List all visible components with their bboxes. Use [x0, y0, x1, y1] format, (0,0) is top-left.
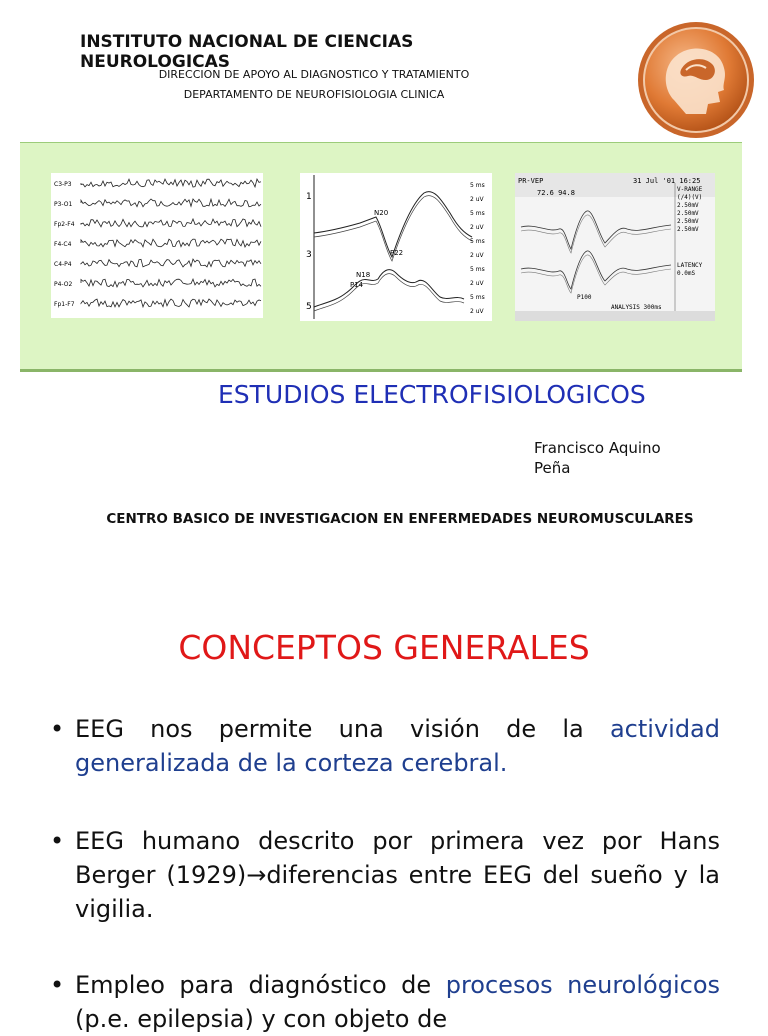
sep-scale-label: 2 uV: [470, 196, 484, 203]
sep-scale-label: 5 ms: [470, 294, 485, 301]
sep-scale-label: 2 uV: [470, 224, 484, 231]
eeg-trace: [81, 239, 261, 247]
vep-peak-label: P100: [577, 294, 592, 301]
sep-scale-label: 2 uV: [470, 280, 484, 287]
sep-scale-label: 2 uV: [470, 308, 484, 315]
institute-title: INSTITUTO NACIONAL DE CIENCIAS NEUROLOGICAS: [80, 32, 414, 72]
sep-scale-label: 5 ms: [470, 238, 485, 245]
sep-trace-number: 1: [306, 192, 312, 202]
eeg-channel-label: Fp2-F4: [54, 221, 75, 228]
vep-mode-label: PR-VEP: [518, 177, 544, 185]
vep-timestamp: 31 Jul '01 16:25: [633, 177, 701, 185]
eeg-trace: [81, 279, 261, 287]
eeg-trace: [81, 219, 261, 227]
vep-value: 72.6 94.8: [537, 189, 575, 197]
author-line: Francisco Aquino: [534, 439, 661, 457]
eeg-trace: [81, 199, 261, 207]
bullet-highlight: actividad generalizada de la corteza cerebral.: [75, 715, 720, 777]
neurology-logo-icon: [634, 18, 758, 142]
sep-scale-label: 5 ms: [470, 182, 485, 189]
sep-scale-label: 2 uV: [470, 252, 484, 259]
study-title: ESTUDIOS ELECTROFISIOLOGICOS: [218, 380, 646, 409]
eeg-recording-image: [51, 173, 263, 318]
vep-range-label: V-RANGE: [677, 186, 703, 193]
vep-monitor-image: [515, 173, 715, 321]
eeg-channel-label: P4-O2: [54, 281, 73, 288]
eeg-trace: [81, 299, 261, 307]
eeg-channel-label: P3-O1: [54, 201, 73, 208]
bullet-dot-icon: •: [50, 827, 65, 855]
vep-analysis-label: ANALYSIS 300ms: [611, 304, 662, 311]
bullet-dot-icon: •: [50, 971, 65, 999]
bullet-text: EEG humano descrito por primera vez por Hans Berger (1929)→diferencias entre EEG del sueño y la vigilia.: [75, 827, 720, 923]
sep-peak-label: N20: [374, 209, 389, 217]
bullet-item: [50, 712, 720, 780]
bullet-text: EEG nos permite una visión de la: [75, 715, 610, 743]
eeg-channel-label: Fp1-F7: [54, 301, 75, 308]
sep-peak-label: N18: [356, 271, 371, 279]
eeg-channel-labels: [54, 181, 75, 308]
sep-trace-number: 5: [306, 302, 312, 312]
bullet-highlight: procesos neurológicos: [445, 971, 721, 999]
direccion-subtitle: DIRECCION DE APOYO AL DIAGNOSTICO Y TRATAMIENTO: [158, 68, 470, 81]
sep-scale-labels: [470, 182, 485, 315]
vep-latency-label: LATENCY: [677, 262, 703, 269]
vep-range-unit: (/4)(V): [677, 194, 703, 201]
bullet-dot-icon: •: [50, 715, 65, 743]
centro-subtitle: CENTRO BASICO DE INVESTIGACION EN ENFERMEDADES NEUROMUSCULARES: [106, 511, 694, 527]
eeg-trace: [81, 179, 261, 187]
bullet-text: Empleo para diagnóstico de: [75, 971, 446, 999]
vep-range-value: 2.50mV: [677, 210, 699, 217]
bullet-text: (p.e. epilepsia) y con objeto de: [75, 1005, 448, 1033]
eeg-channel-label: C4-P4: [54, 261, 72, 268]
sep-scale-label: 5 ms: [470, 210, 485, 217]
sep-waveform-image: [300, 173, 492, 321]
vep-range-value: 2.50mV: [677, 202, 699, 209]
vep-latency-value: 0.0mS: [677, 270, 696, 277]
bullet-item: [50, 824, 720, 926]
eeg-channel-label: C3-P3: [54, 181, 72, 188]
image-band: [20, 142, 742, 372]
eeg-trace: [81, 259, 261, 267]
departamento-subtitle: DEPARTAMENTO DE NEUROFISIOLOGIA CLINICA: [183, 88, 445, 101]
sep-peak-label: P22: [390, 249, 404, 257]
author-line: Peña: [534, 459, 571, 477]
bullet-item: [50, 968, 720, 1036]
eeg-traces: [81, 179, 261, 307]
sep-trace-number: 3: [306, 250, 312, 260]
eeg-channel-label: F4-C4: [54, 241, 72, 248]
vep-range-value: 2.50mV: [677, 218, 699, 225]
sep-peak-label: P14: [350, 281, 364, 289]
author-name: [534, 438, 684, 478]
vep-range-value: 2.50mV: [677, 226, 699, 233]
concepts-title: CONCEPTOS GENERALES: [178, 628, 590, 667]
sep-scale-label: 5 ms: [470, 266, 485, 273]
